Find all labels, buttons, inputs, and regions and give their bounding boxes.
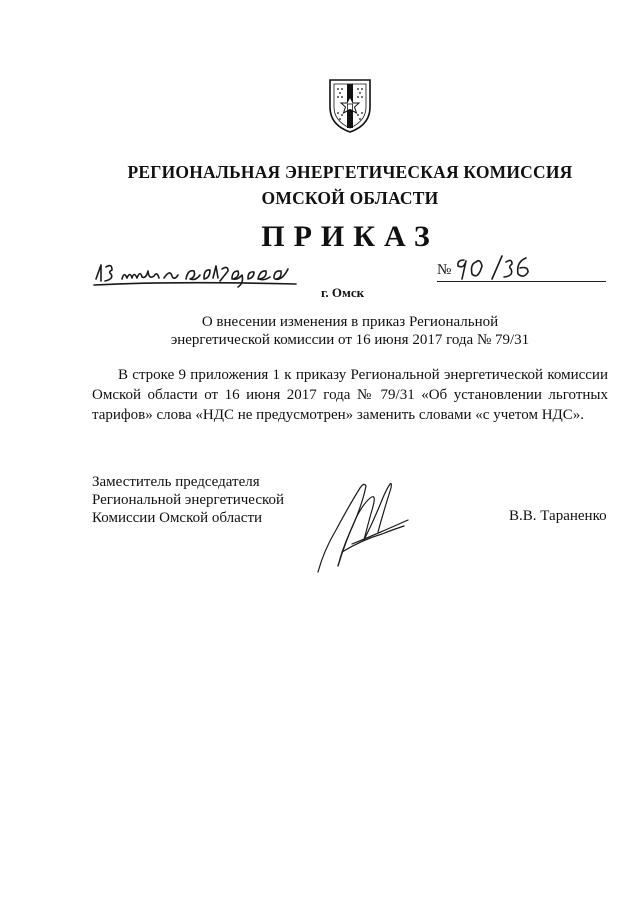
- signer-position-line: Региональной энергетической: [92, 492, 285, 508]
- subject-line: О внесении изменения в приказ Региональной: [201, 314, 499, 330]
- order-subject: [92, 313, 608, 349]
- signer-position-line: Заместитель председателя: [92, 474, 260, 490]
- handwritten-date: [92, 257, 300, 289]
- document-type-heading: ПРИКАЗ: [261, 220, 439, 253]
- organization-title: РЕГИОНАЛЬНАЯ ЭНЕРГЕТИЧЕСКАЯ КОМИССИЯ: [127, 162, 573, 182]
- signer-name: В.В. Тараненко: [509, 508, 607, 524]
- signer-position-line: Комиссии Омской области: [92, 510, 263, 526]
- number-label: №: [437, 262, 452, 278]
- city-label: г. Омск: [321, 285, 365, 300]
- handwritten-signature: [312, 470, 412, 580]
- handwritten-number: [454, 252, 544, 284]
- organization-region: ОМСКОЙ ОБЛАСТИ: [261, 188, 439, 208]
- signer-position: [92, 473, 332, 527]
- order-body-paragraph: В строке 9 приложения 1 к приказу Региональной энергетической комиссии Омской области от 16 июня 2017 года № 79/31 «Об установлении льготных тарифов» слова «НДС не предусмотрен» заменить словами «с учетом НДС».: [92, 367, 608, 423]
- omsk-coat-of-arms-icon: [327, 77, 373, 134]
- subject-line: энергетической комиссии от 16 июня 2017 года № 79/31: [170, 332, 530, 348]
- number-underline: [437, 281, 606, 282]
